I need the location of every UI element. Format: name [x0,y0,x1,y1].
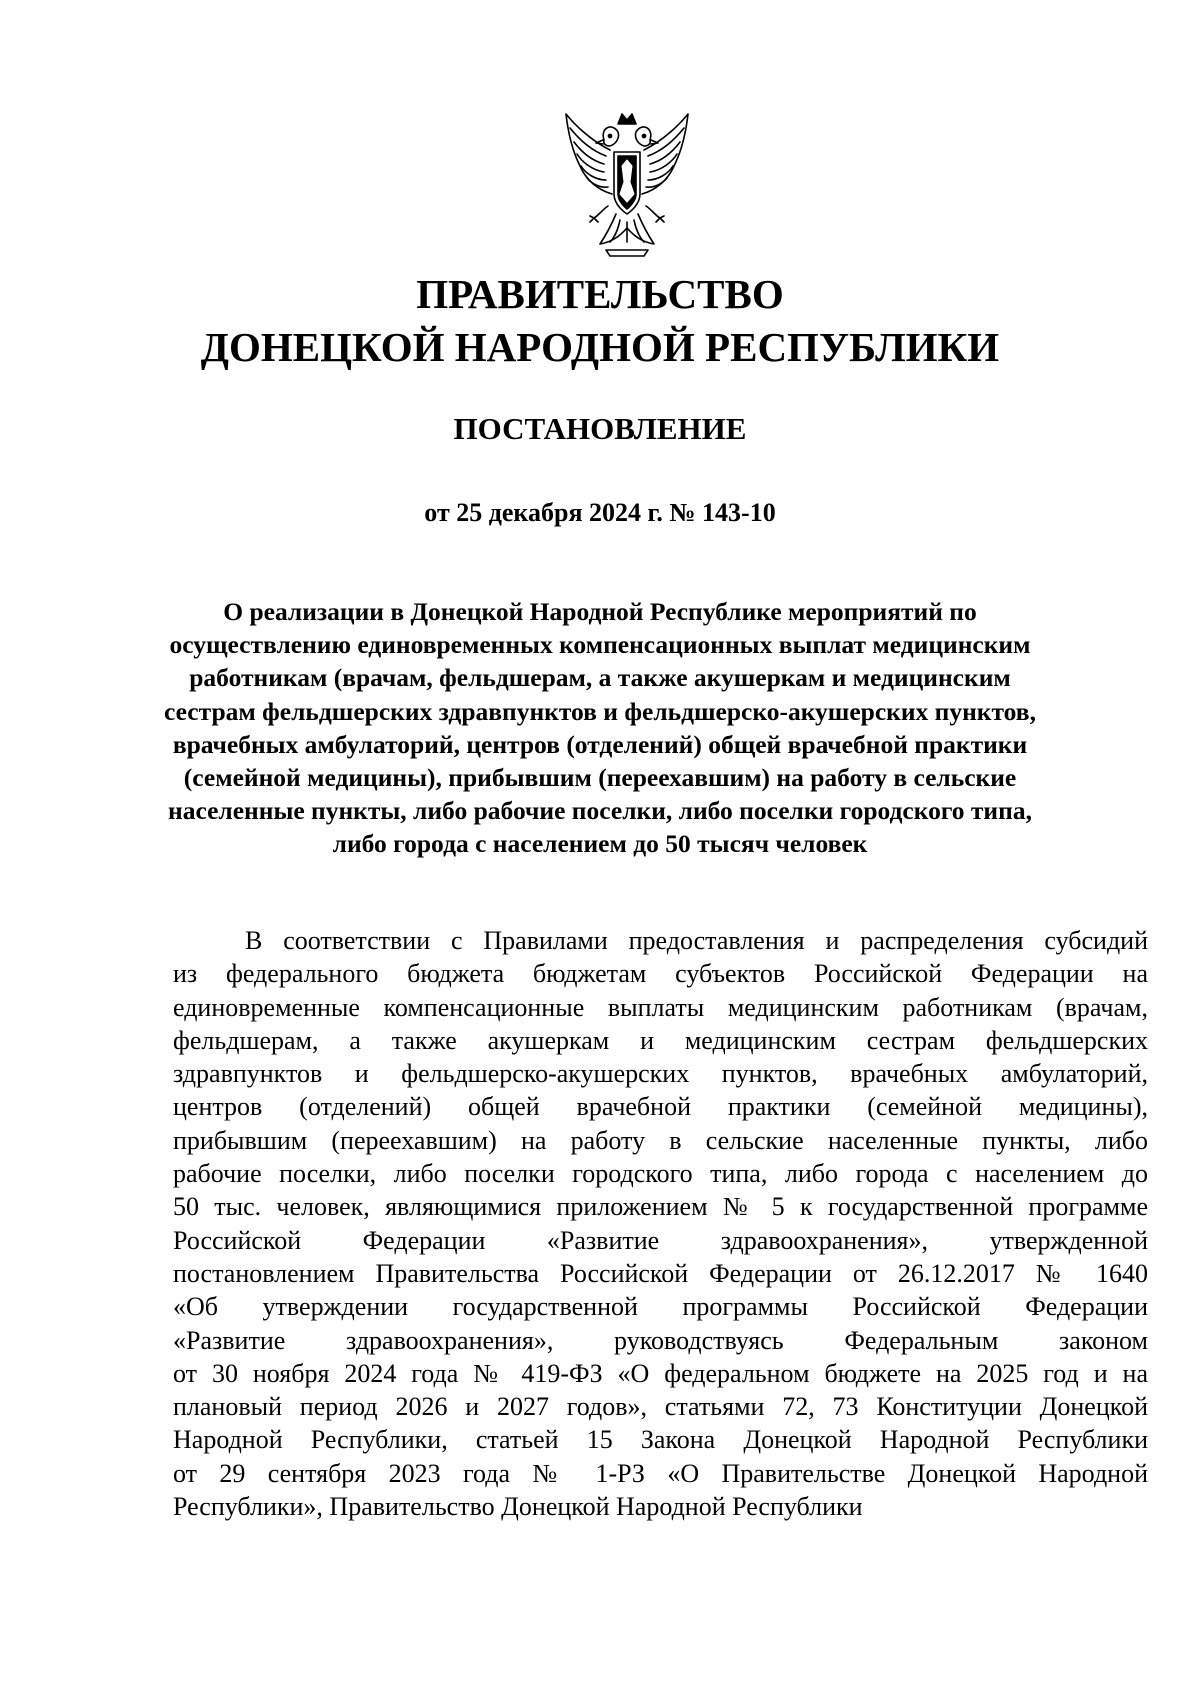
subject-line: либо города с населением до 50 тысяч человек [332,829,868,859]
body-line: из федерального бюджета бюджетам субъектов Российской Федерации на [173,959,1148,989]
document-date-number: от 25 декабря 2024 г. № 143-10 [424,498,776,527]
subject-line: врачебных амбулаторий, центров (отделений) общей врачебной практики [172,729,1028,759]
body-line: центров (отделений) общей врачебной практики (семейной медицины), [173,1092,1148,1122]
double-headed-eagle-emblem-icon [560,110,694,260]
subject-line: работникам (врачам, фельдшерам, а также акушеркам и медицинским [189,663,1011,693]
body-line: плановый период 2026 и 2027 годов», статьями 72, 73 Конституции Донецкой [173,1392,1148,1422]
subject-line: сестрам фельдшерских здравпунктов и фельдшерско-акушерских пунктов, [164,696,1036,726]
body-line: В соответствии с Правилами предоставления и распределения субсидий [245,926,1148,955]
body-line: «Развитие здравоохранения», руководствуясь Федеральным законом [173,1325,1148,1355]
org-title-line1: ПРАВИТЕЛЬСТВО [416,271,784,317]
document-type: ПОСТАНОВЛЕНИЕ [453,411,747,446]
body-line: Народной Республики, статьей 15 Закона Донецкой Народной Республики [173,1425,1148,1455]
body-line: прибывшим (переехавшим) на работу в сельские населенные пункты, либо [173,1125,1148,1155]
body-line: 50 тыс. человек, являющимися приложением № 5 к государственной программе [173,1192,1148,1222]
body-line: постановлением Правительства Российской Федерации от 26.12.2017 № 1640 [173,1258,1148,1288]
body-line: единовременные компенсационные выплаты медицинским работникам (врачам, [173,992,1148,1022]
body-line: «Об утверждении государственной программы Российской Федерации [173,1292,1148,1322]
subject-line: населенные пункты, либо рабочие поселки, либо поселки городского типа, [168,796,1032,826]
body-line: рабочие поселки, либо поселки городского типа, либо города с населением до [173,1159,1148,1189]
subject-line: О реализации в Донецкой Народной Республике мероприятий по [223,597,977,626]
body-line: здравпунктов и фельдшерско-акушерских пунктов, врачебных амбулаторий, [173,1059,1148,1089]
body-line: от 30 ноября 2024 года № 419-ФЗ «О федеральном бюджете на 2025 год и на [173,1358,1148,1388]
document-body-paragraph [173,924,1148,1523]
org-title-line2: ДОНЕЦКОЙ НАРОДНОЙ РЕСПУБЛИКИ [200,324,1000,370]
subject-line: осуществлению единовременных компенсационных выплат медицинским [169,630,1031,660]
body-line: фельдшерам, а также акушеркам и медицинским сестрам фельдшерских [173,1025,1148,1055]
body-line: от 29 сентября 2023 года № 1-РЗ «О Правительстве Донецкой Народной [173,1458,1148,1488]
body-line: Российской Федерации «Развитие здравоохранения», утвержденной [173,1225,1148,1255]
body-line: Республики», Правительство Донецкой Народной Республики [173,1492,863,1522]
subject-line: (семейной медицины), прибывшим (переехавшим) на работу в сельские [183,763,1017,793]
document-subject [160,595,1040,861]
